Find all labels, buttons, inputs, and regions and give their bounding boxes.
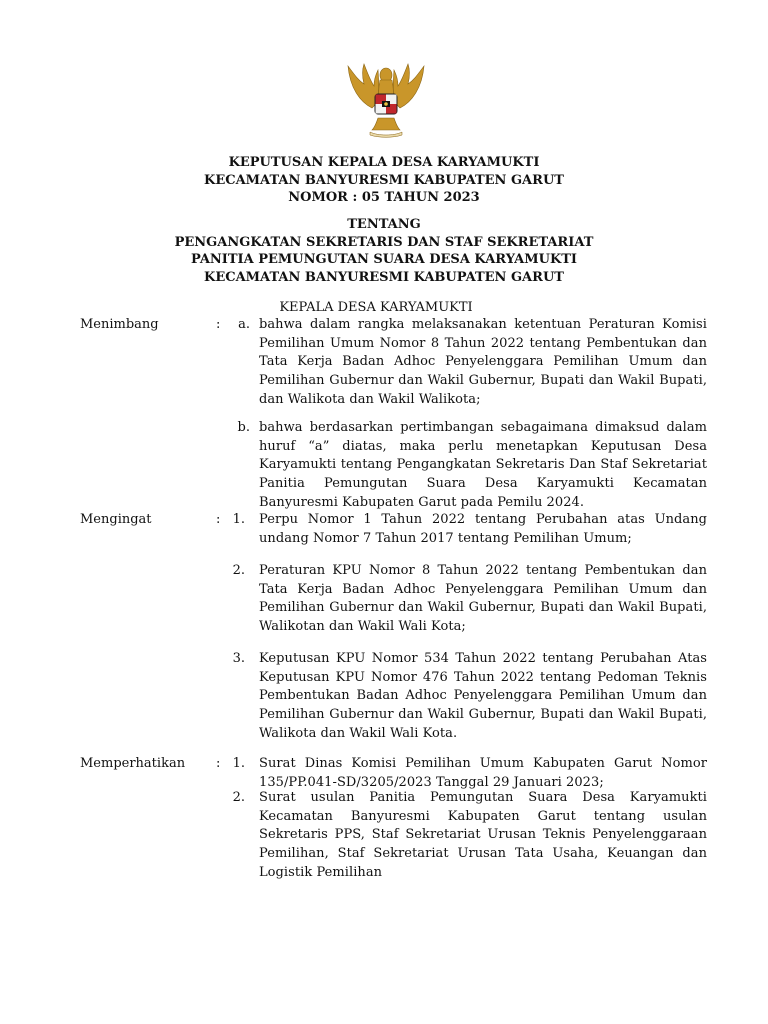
decree-subject bbox=[150, 216, 618, 286]
shield-icon bbox=[375, 94, 397, 114]
title-line-1: KEPUTUSAN KEPALA DESA KARYAMUKTI bbox=[228, 155, 540, 170]
mengingat-marker-3: 3. bbox=[232, 651, 245, 666]
mengingat-item-3: Keputusan KPU Nomor 534 Tahun 2022 tentang Perubahan Atas Keputusan KPU Nomor 476 Tahun 2022 tentang Pedoman Teknis Pembentukan Badan Adhoc Penyelenggara Pemilihan Umum dan Pemilihan Gubernur dan Wakil Gubernur, Bupati dan Wakil Bupati, Walikota dan Wakil Wali Kota. bbox=[259, 651, 707, 741]
menimbang-marker-b: b. bbox=[237, 420, 250, 435]
memperhatikan-marker-1: 1. bbox=[232, 756, 245, 771]
subject-tentang: TENTANG bbox=[347, 217, 421, 232]
title-line-2: KECAMATAN BANYURESMI KABUPATEN GARUT bbox=[204, 172, 564, 188]
tail-icon bbox=[372, 118, 400, 130]
right-wing-icon bbox=[393, 64, 424, 108]
menimbang-label: Menimbang bbox=[80, 317, 159, 332]
memperhatikan-colon: : bbox=[216, 756, 221, 771]
subject-line-3: KECAMATAN BANYURESMI KABUPATEN GARUT bbox=[204, 269, 564, 285]
mengingat-item-1: Perpu Nomor 1 Tahun 2022 tentang Perubahan atas Undang undang Nomor 7 Tahun 2017 tentang Pemilihan Umum; bbox=[259, 512, 707, 546]
menimbang-item-b: bahwa berdasarkan pertimbangan sebagaimana dimaksud dalam huruf “a” diatas, maka perlu menetapkan Keputusan Desa Karyamukti tentang Pengangkatan Sekretaris Dan Staf Sekretariat Panitia Pemungutan Suara Desa Karyamukti Kecamatan Banyuresmi Kabupaten Garut pada Pemilu 2024. bbox=[259, 420, 707, 510]
left-wing-icon bbox=[348, 64, 379, 108]
mengingat-marker-1: 1. bbox=[232, 512, 245, 527]
motto-ribbon-icon bbox=[370, 132, 402, 137]
memperhatikan-item-1: Surat Dinas Komisi Pemilihan Umum Kabupaten Garut Nomor 135/PP.041-SD/3205/2023 Tanggal 29 Januari 2023; bbox=[259, 756, 707, 790]
menimbang-colon: : bbox=[216, 317, 221, 332]
garuda-emblem bbox=[342, 58, 430, 138]
menimbang-item-a: bahwa dalam rangka melaksanakan ketentuan Peraturan Komisi Pemilihan Umum Nomor 8 Tahun 2022 tentang Pembentukan dan Tata Kerja Badan Adhoc Penyelenggara Pemilihan Umum dan Pemilihan Gubernur dan Wakil Gubernur, Bupati dan Wakil Bupati, dan Walikota dan Wakil Walikota; bbox=[259, 317, 707, 407]
mengingat-label: Mengingat bbox=[80, 512, 152, 527]
memperhatikan-item-2: Surat usulan Panitia Pemungutan Suara Desa Karyamukti Kecamatan Banyuresmi Kabupaten Garut tentang usulan Sekretaris PPS, Staf Sekretariat Urusan Teknis Penyelenggaraan Pemilihan, Staf Sekretariat Urusan Tata Usaha, Keuangan dan Logistik Pemilihan bbox=[259, 790, 707, 880]
memperhatikan-label: Memperhatikan bbox=[80, 756, 186, 771]
title-line-number: NOMOR : 05 TAHUN 2023 bbox=[288, 190, 480, 205]
memperhatikan-marker-2: 2. bbox=[232, 790, 245, 805]
menimbang-marker-a: a. bbox=[238, 317, 250, 332]
subject-line-1: PENGANGKATAN SEKRETARIS DAN STAF SEKRETARIAT bbox=[174, 234, 594, 250]
subject-line-2: PANITIA PEMUNGUTAN SUARA DESA KARYAMUKTI bbox=[190, 252, 578, 267]
authority-heading: KEPALA DESA KARYAMUKTI bbox=[279, 300, 473, 315]
mengingat-colon: : bbox=[216, 512, 221, 527]
decree-title bbox=[150, 154, 618, 207]
mengingat-item-2: Peraturan KPU Nomor 8 Tahun 2022 tentang Pembentukan dan Tata Kerja Badan Adhoc Penyelenggara Pemilihan Umum dan Pemilihan Gubernur dan Wakil Gubernur, Bupati dan Wakil Bupati, Walikotan dan Wakil Wali Kota; bbox=[259, 563, 707, 635]
mengingat-marker-2: 2. bbox=[232, 563, 245, 578]
